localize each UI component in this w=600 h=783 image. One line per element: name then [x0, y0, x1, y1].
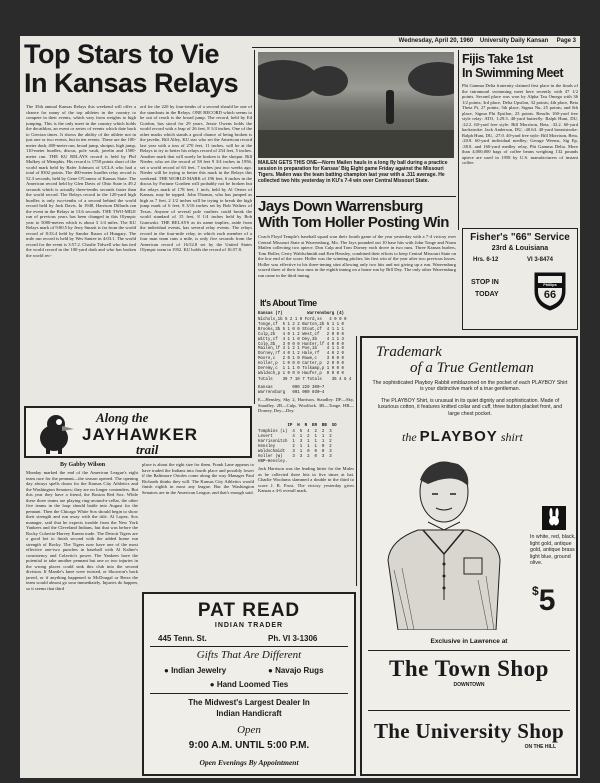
pat-read-hours: 9:00 A.M. UNTIL 5:00 P.M. — [188, 740, 310, 751]
fijis-headline — [462, 52, 580, 80]
jayhawker-column-2: place is about the right size for them. Frank Lane appears to have traded the Indians into fourth place and possibly lower if the Baltimore Orioles come along the way Manager Paul Richards thinks they will. The Kansas City Athletics would finish eighth in most any league. But the Washington Senators are in the American League, and that's enough said. — [142, 462, 254, 495]
banner-trail: trail — [136, 442, 159, 457]
fisher-slogan-2: TODAY — [475, 291, 499, 298]
relays-column-2: ord for the 220 by four-tenths of a second should be one of the standouts in the Relays. ONE RECORD which seems to be out of reach is the broad jump. The record, held by Ed Gordon, has stood for 29 years. Jessie Owens holds the world record with a leap of 26 feet, 8 1/4 inches. One of the other marks which stands a good chance of being broken is the javelin. Bill Alley, KU star who set the American record last year with a toss of 270 feet, 11 inches, will be at the Relays to try to better his relays record of 254 feet, 5 inches. Another mark that will surely be broken is the shotput. Bill Nieder, who set the record of 58 feet 9 3/4 inches in 1956, set a world record of 63 feet, 7 inches just two weeks ago. Nieder will be trying to better this mark in the Relays this weekend. THE WORLD MARK of 196 feet, 6 inches in the discus by Fortune Gordien will probably not be broken but the relays mark of 178 feet, 1 inch, held by Al Oerter of Kansas, may be topped. John Thomas, who has jumped as high as 7 feet, 2 1/2 inches will be trying to break the high jump mark of 6 feet, 8 3/16 inches set by Bob Walters of Texas. Anyone of several pole vaulters could break the world standard of 15 feet, 8 1/4 inches held by Bob Gutowski. THE RELAYS as its name implies, aside from the individual events, has several relay events. The relays record in the four-mile relay, in which each member of a four man team runs a mile, is only five seconds from the American record of 16:52.8 set by the United States Olympic team in 1952. KU holds the record of 16:57.8. — [140, 104, 252, 252]
warrensburg-headline — [258, 199, 458, 231]
item-jewelry-label: Indian Jewelry — [171, 666, 227, 675]
box-summary: E—Hensley, Sky 2, Harrison, Staudley. DP—Sky, Staudley. 2B—Culp, Woolfork. 3B—Tonge. HR—Dorney, Dey—Dey. — [258, 397, 354, 413]
playboy-colors: In white, red, black, light gold, antique gold, antique brass light blue, ground olive. — [530, 534, 576, 566]
shield-number: 66 — [543, 289, 557, 301]
item-ties-label: Hand Loomed Ties — [216, 680, 289, 689]
university-shop-location: ON THE HILL — [524, 744, 556, 750]
divider — [150, 646, 348, 647]
pat-read-gifts: Gifts That Are Different — [196, 649, 302, 661]
relays-column-1: The 35th annual Kansas Relays this weekend will offer a chance for many of the top athletes in the country to compete in their events, which vary from weights to high jumping. This is the only meet in the country which holds the decathlon, an event or series of events which date back to Grecian times. It shows the ability of the athlete not in just one or two events, but in ten events. These are the 100-meter dash, 400-meter run, broad jump, shotput, high jump, 110-meter hurdles, discus, pole vault, javelin and 1500-meter run. THE KU RELAYS record is held by Phil Mulkey of Memphis. His record is 1758 points short of the world mark held by Rafer Johnson of UCLA who had a total of 8302 points. The 400-meter hurdles relay record is 52.3 seconds, held by Gene O'Connor of Kansas State. The American record held by Glen Davis of Ohio State is 49.2 seconds which is actually three-tenths seconds faster than the world record. The Relays record in the 120-yard high hurdles is only two-tenths of a second behind the world record held by Jack Davis. In 1948, Harrison Dillards ran the event in the Relays in 13.6 seconds. THE TWO-MILE run of previous years has been changed in this Olympic year to 5000-meters which is about 3 1/4 miles. The KU Relays mark of 9:00.5 by Jerry Smartt is far from the world record of 8:33.4 held by Sandor Iharos of Hungary. The mile run record is held by Wes Santee in 4:03.1. The world record for the event is 3:57.2. Charlie Tidwell who has tied the world record in the 100-yard dash and who has broken the world rec- — [26, 104, 136, 258]
relays-headline — [24, 40, 250, 98]
divider — [256, 196, 456, 197]
masthead-rule — [252, 47, 580, 48]
university-shop-name: The University Shop — [373, 719, 565, 743]
pitching-footer: HBP—Hensley. — [258, 460, 288, 464]
banner-along: Along the — [96, 410, 149, 425]
photo-caption: MAILEN GETS THIS ONE—Norm Mailen hauls in a long fly ball during a practice session in preparation for Kansas' Big Eight game Friday against the Missouri Tigers. Mailen was the team batting champion last year with a .311 average. He collected two hits yesterday in KU's 7-4 win over Central Missouri State. — [258, 160, 448, 184]
warrensburg-body-top: Coach Floyd Temple's baseball squad won their fourth game of the year yesterday with a 7-4 victory over Central Missouri State at Warrensburg, Mo. The Jays pounded out 10 base hits with John Tonge and Norm Mailen collecting two apiece. Don Culp and Tom Dorney each drove in two runs. Three Kansas hurlers, Tom Holler, Gerry Waldschmidt and Ken Hensley, combined their efforts to keep Central Missouri State on the low end of the score. Holler was the winning pitcher, his first win of the year after two previous losses. Holler was effective in his three-inning stint allowing only two hits and not giving up a run. Warrensburg scored three of their four runs in the eighth inning on a home run by Bill Dey. The only other Warrensburg run came in the third inning. — [258, 234, 456, 278]
gentleman-shirt-illustration — [368, 450, 518, 630]
phillips-66-shield-icon — [533, 271, 567, 311]
jayhawker-banner — [24, 406, 252, 458]
box-score-rows: Nichols,1b 5 2 1 0 Ford,ss 4 0 0 0 Tonge,cf 5 1 2 2 Burton,2b 5 1 1 0 Brooks,3b 5 1 0 0 Stout,cf 4 1 1 1 Culp,2b 4 0 1 2 West,cf 2 0 0 0 Witty,cf 4 1 1 0 Dey,3b 4 1 1 3 Cole,3b 3 0 0 0 Hunter,lf 4 0 0 0 Mailen,lf 4 1 2 1 Poe,1b 4 1 1 0 Dorney,rf 4 0 1 2 Hale,rf 4 0 2 0 Moore,c 2 0 1 0 Rowe,c 3 0 0 0 Holler,p 1 0 0 0 Carter,p 2 0 0 0 Deremy,c 1 1 1 0 Tolkamp,p 1 0 0 0 Waldsch,p 1 0 0 0 Haufer,p 0 0 0 0 — [258, 318, 347, 376]
pitching-rows: Tompkins (L) 4 5 4 2 2 3 Levert 4 1 2 1 1 2 Harrisonitch 1 3 1 1 1 2 Hensley 2 1 1 1 0 2 Waldschmidt 3 1 0 0 0 3 Holler (W) 3 3 2 0 3 3 — [258, 430, 332, 459]
logo-the: the — [402, 430, 417, 444]
jayhawker-column-1: Monday marked the end of the American League's eight team race for the pennant—the season opened. The opening day always spells doom for the Kansas City Athletics and the Washington Senators; they are no longer contenders. But this year they have a friend, the Boston Red Sox. While these three teams are playing ring-around-a-cellar, the other five teams in the loop should battle into August for the pennant. Then the Chicago White Sox should begin to show their strength and run away with the title. Al Lopez, Sox manager, said that he expects trouble from the New York Yankees and the Cleveland Indians, but that was before the Rocky Colavito-Harvey Kuenn trade. The Detroit Tigers are a good bet to finish second with the added home run strength of Rocky. The Tigers now have one of the most effective one-two punches in baseball with Al Kaline's consistency and Colavito's power. The Yankees have the potential to take another pennant but one or two injuries in the wrong places could sink this club into the second division. If Mantle's knee were twisted, or Skowron's back jarred, or if anything happened to McDougal or Berra the team would almost go sour immediately. Injuries do happen, so it seems that third — [26, 470, 138, 591]
pat-read-open: Open — [237, 724, 261, 736]
playboy-shirt-ad — [360, 336, 578, 776]
fisher-66-ad — [462, 228, 578, 330]
pat-read-address: 445 Tenn. St. — [158, 634, 207, 643]
pat-read-largest-2: Indian Handicraft — [216, 709, 282, 718]
pat-read-item-jewelry: ● Indian Jewelry — [164, 666, 227, 675]
divider — [356, 336, 357, 586]
jayhawker-byline: By Gabby Wilson — [60, 462, 106, 468]
fisher-hours: Hrs. 6-12 — [473, 257, 499, 263]
warrensburg-headline-line1: Jays Down Warrensburg — [258, 198, 423, 215]
fijis-headline-line2: In Swimming Meet — [462, 66, 564, 80]
fisher-title: Fisher's "66" Service — [470, 232, 570, 243]
playboy-shirt-logo — [402, 428, 523, 445]
pat-read-ad — [142, 592, 356, 776]
pitching-header: IP H R ER BB SO — [258, 424, 337, 428]
trademark-line-1: Trademark — [376, 344, 442, 360]
logo-brand: PLAYBOY — [419, 428, 498, 445]
playboy-exclusive: Exclusive in Lawrence at — [430, 638, 508, 645]
playboy-intro: The sophisticated Playboy Rabbit emblazoned on the pocket of each PLAYBOY Shirt is your distinctive mark of a true gentleman. — [372, 380, 568, 393]
logo-shirt: shirt — [500, 430, 523, 444]
shield-brand: Phillips — [543, 283, 557, 287]
pat-read-evenings: Open Evenings By Appointment — [199, 758, 299, 767]
pat-read-item-rugs: ● Navajo Rugs — [268, 666, 324, 675]
newspaper-page — [20, 36, 580, 778]
pat-read-item-ties: ● Hand Loomed Ties — [209, 680, 289, 689]
fisher-slogan-1: STOP IN — [471, 279, 499, 286]
warrensburg-headline-line2: With Tom Holler Posting Win — [258, 214, 449, 231]
trademark-line-2: of a True Gentleman — [410, 360, 534, 376]
box-score-totals: Totals 39 7 10 7 Totals 35 4 8 4 — [258, 378, 352, 382]
pat-read-subtitle: INDIAN TRADER — [214, 622, 284, 629]
masthead-date: Wednesday, April 20, 1960 — [398, 38, 474, 44]
town-shop-name: The Town Shop — [389, 656, 549, 681]
university-shop-logo — [368, 710, 570, 772]
town-shop-location: DOWNTOWN — [453, 682, 485, 688]
masthead-page: Page 3 — [556, 38, 576, 44]
photo-field — [258, 130, 454, 158]
divider — [150, 693, 348, 694]
fisher-phone: VI 3-8474 — [527, 257, 554, 263]
fijis-headline-line1: Fijis Take 1st — [462, 52, 533, 66]
playboy-rabbit-icon — [542, 506, 566, 530]
pat-read-phone: Ph. VI 3-1306 — [268, 634, 318, 643]
baseball-photo — [258, 52, 454, 158]
playboy-price — [532, 584, 555, 618]
photo-tree — [308, 66, 348, 96]
divider — [458, 50, 459, 230]
item-rugs-label: Navajo Rugs — [275, 666, 324, 675]
price-value: 5 — [538, 584, 556, 617]
masthead — [399, 38, 576, 44]
playboy-description: The PLAYBOY Shirt, is unusual in its quiet dignity and sophistication. Made of luxurious cotton, it features knitted collar and cuff, three button placket front, and large chest pocket. — [377, 398, 563, 417]
pat-read-name: PAT READ — [197, 600, 301, 621]
box-score-header: Kansas (7) Warrensburg (4) — [258, 312, 344, 316]
banner-jayhawker: JAYHAWKER — [82, 425, 199, 444]
town-shop-logo — [368, 650, 570, 708]
pat-read-largest-1: The Midwest's Largest Dealer In — [188, 698, 310, 707]
photo-tree — [408, 62, 454, 96]
fijis-body: Phi Gamma Delta fraternity claimed first place in the finals of the intramural swimming meet here recently with 47 1/2 points. Second place was won by Alpha Tau Omega with 36 1/2 points; 3rd place, Delta Upsilon, 32 points; 4th place, Beta Theta Pi, 27 points; 5th place, Sigma Nu, 25 points; and 6th place, Sigma Phi Epsilon, 23 points. Results 160-yard free style relay: ATO, 1:29.3. 40-yard butterfly: Ralph Hunt, DU, :22.2. 60-yard free style: Bill Morrison, Beta, :32.2. 60-yard backstroke: Jack Anderson, DU, :40.64. 40-yard breaststroke: Ralph Hunt, DU, :27.0. 40-yard free style: Bill Morrison, Beta, :20.8. 60-yard individual medley; George Weems, Sig Ep, :38.0, and 160-yard medley relay, Phi Gamma Delta. More than 4,000,000 bags of coffee beans weighing 132 pounds apiece are used in 1958 by U.S. manufacturers of instant coffee. — [462, 83, 578, 165]
divider — [254, 50, 255, 404]
jayhawk-mascot-icon — [32, 412, 76, 454]
linescore: Kansas 000 220 300—7 Warrensburg 001 000 030—4 — [258, 386, 325, 395]
fisher-address: 23rd & Louisiana — [491, 245, 549, 252]
relays-headline-line1: Top Stars to Vie — [24, 39, 220, 69]
masthead-paper: University Daily Kansan — [479, 38, 549, 44]
price-symbol: $ — [532, 584, 539, 598]
warrensburg-trailer: Jack Harrison was the leading hitter for the Mules as he collected three hits in five times at bat. Charlie Woolums slammed a double in the third to score J. B. Frost. The victory yesterday gives Kansas a 4-6 overall mark. — [258, 466, 354, 493]
photo-player — [386, 90, 394, 124]
about-time-title: It's About Time — [260, 298, 317, 308]
relays-headline-line2: In Kansas Relays — [24, 68, 239, 98]
